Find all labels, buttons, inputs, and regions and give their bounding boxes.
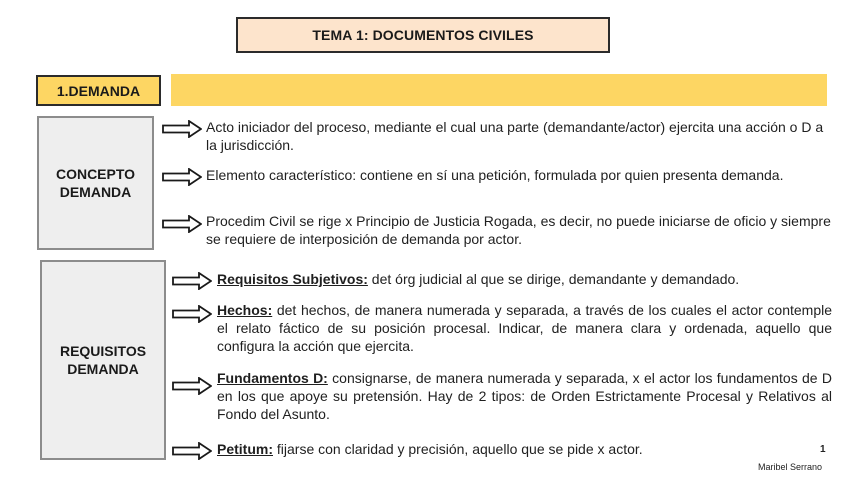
concepto-item-text: Elemento característico: contiene en sí una petición, formulada por quien presenta demanda. <box>206 167 784 183</box>
requisitos-item-text: fijarse con claridad y precisión, aquello que se pide x actor. <box>273 441 643 457</box>
requisitos-item <box>217 301 832 355</box>
concepto-item <box>206 212 831 248</box>
right-arrow-icon <box>162 120 202 138</box>
requisitos-item-term: Requisitos Subjetivos: <box>217 271 368 287</box>
page-title-text: TEMA 1: DOCUMENTOS CIVILES <box>312 27 534 43</box>
requisitos-item-text: consignarse, de manera numerada y separada, x el actor los fundamentos de D en los que apoye su pretensión. Hay de 2 tipos: de Orden Estrictamente Procesal y Relativos al Fondo del Asunto. <box>217 370 832 422</box>
requisitos-item-term: Fundamentos D: <box>217 370 328 386</box>
right-arrow-icon <box>172 305 212 323</box>
concepto-item <box>206 118 826 154</box>
right-arrow-icon <box>172 272 212 290</box>
concepto-item-text: Procedim Civil se rige x Principio de Justicia Rogada, es decir, no puede iniciarse de oficio y siempre se requiere de interposición de demanda por actor. <box>206 213 831 247</box>
requisitos-label-box <box>40 260 166 460</box>
requisitos-item-text: det órg judicial al que se dirige, demandante y demandado. <box>367 271 740 287</box>
requisitos-item <box>217 440 777 458</box>
right-arrow-icon <box>162 215 202 233</box>
concepto-label-line1: CONCEPTO <box>55 166 136 182</box>
right-arrow-icon <box>172 442 212 460</box>
author-credit: Maribel Serrano <box>758 462 823 472</box>
requisitos-item <box>217 270 837 288</box>
right-arrow-icon <box>172 377 212 395</box>
concepto-item-text: Acto iniciador del proceso, mediante el cual una parte (demandante/actor) ejercita una acción o D a la jurisdicción. <box>206 119 824 153</box>
section-label: 1.DEMANDA <box>56 82 141 99</box>
concepto-item <box>206 166 826 184</box>
section-label-box <box>36 75 161 106</box>
requisitos-label-line1: REQUISITOS <box>59 343 147 359</box>
section-header-bar <box>171 74 827 106</box>
requisitos-label-line2: DEMANDA <box>67 361 139 377</box>
requisitos-item-text: det hechos, de manera numerada y separada, a través de los cuales el actor contemple el relato fáctico de su posición procesal. Indicar, de manera clara y ordenada, aquello que configura la acción que ejercita. <box>217 302 832 354</box>
requisitos-item <box>217 369 832 423</box>
requisitos-item-term: Petitum: <box>217 441 273 457</box>
requisitos-item-term: Hechos: <box>217 302 273 318</box>
concepto-label-box <box>37 116 154 250</box>
right-arrow-icon <box>162 168 202 186</box>
page-title <box>236 17 610 53</box>
concepto-label-line2: DEMANDA <box>59 184 132 200</box>
page-number: 1 <box>820 444 826 455</box>
